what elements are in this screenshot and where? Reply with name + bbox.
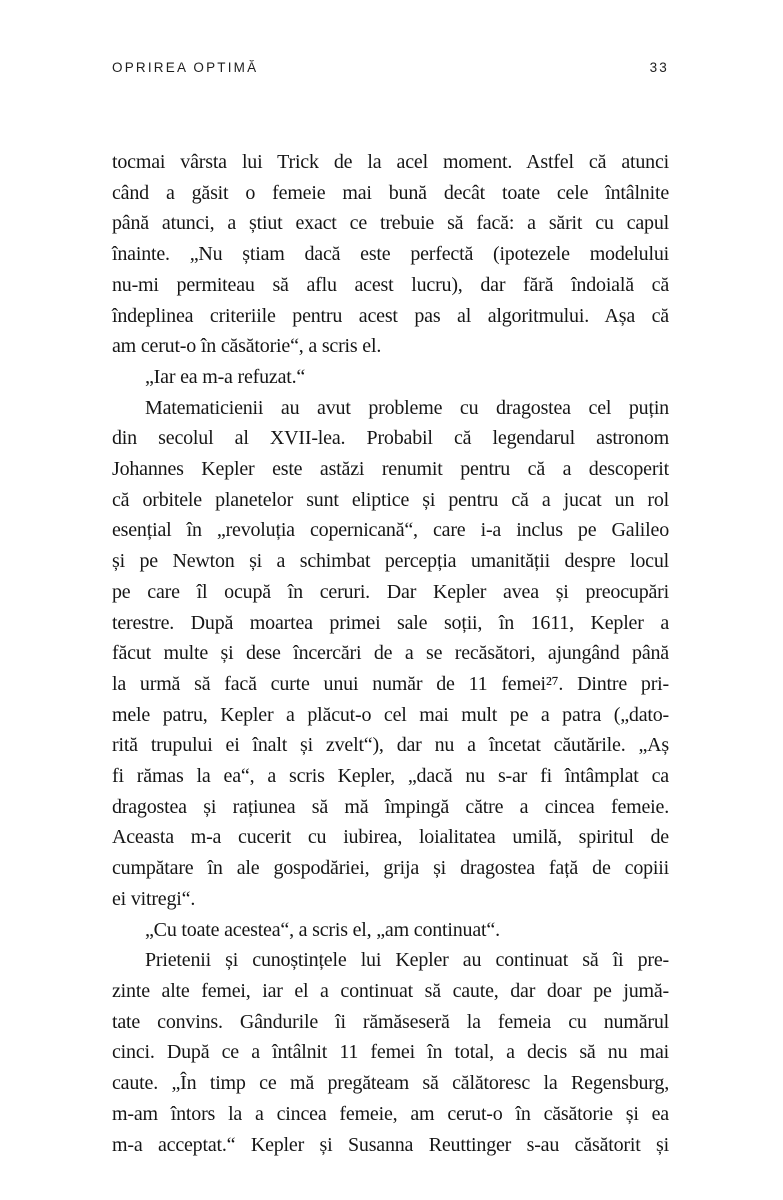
text-line: Matematicienii au avut probleme cu dragostea cel puțin <box>145 396 669 419</box>
text-line: până atunci, a știut exact ce trebuie să facă: a sărit cu capul <box>112 212 669 235</box>
text-line: înainte. „Nu știam dacă este perfectă (ipotezele modelului <box>112 243 669 266</box>
text-line: m-a acceptat.“ Kepler și Susanna Reuttinger s-au căsătorit și <box>112 1133 669 1156</box>
text-line: nu-mi permiteau să aflu acest lucru), dar fără îndoială că <box>112 273 669 296</box>
text-line: Aceasta m-a cucerit cu iubirea, loialitatea umilă, spiritul de <box>112 826 669 849</box>
text-line: m-am întors la a cincea femeie, am cerut-o în căsătorie și ea <box>112 1102 669 1125</box>
text-line: pe care îl ocupă în ceruri. Dar Kepler avea și preocupări <box>112 580 669 603</box>
text-line: dragostea și rațiunea să mă împingă către a cincea femeie. <box>112 795 669 818</box>
page-number: 33 <box>649 60 669 75</box>
text-line: și pe Newton și a schimbat percepția umanității despre locul <box>112 550 669 573</box>
text-line: tocmai vârsta lui Trick de la acel moment. Astfel că atunci <box>112 151 669 173</box>
running-title: OPRIREA OPTIMĂ <box>112 60 259 75</box>
text-line: tate convins. Gândurile îi rămăseseră la femeia cu numărul <box>112 1010 669 1033</box>
text-line: „Cu toate acestea“, a scris el, „am continuat“. <box>145 918 500 941</box>
text-line: la urmă să facă curte unui număr de 11 femei²⁷. Dintre pri- <box>112 672 669 695</box>
text-line: zinte alte femei, iar el a continuat să caute, dar doar pe jumă- <box>112 979 669 1002</box>
text-line: terestre. După moartea primei sale soții, în 1611, Kepler a <box>112 611 669 634</box>
text-line: ei vitregi“. <box>112 887 196 910</box>
text-line: am cerut-o în căsătorie“, a scris el. <box>112 335 382 358</box>
text-line: „Iar ea m-a refuzat.“ <box>145 365 306 388</box>
text-line: Johannes Kepler este astăzi renumit pentru că a descoperit <box>112 458 669 481</box>
text-line: Prietenii și cunoștințele lui Kepler au continuat să îi pre- <box>145 949 669 972</box>
text-line: din secolul al XVII-lea. Probabil că legendarul astronom <box>112 427 669 450</box>
text-line: esențial în „revoluția copernicană“, care i-a inclus pe Galileo <box>112 519 669 542</box>
body-text <box>112 147 669 1160</box>
text-line: fi rămas la ea“, a scris Kepler, „dacă nu s-ar fi întâmplat ca <box>112 765 669 788</box>
text-line: cumpătare în ale gospodăriei, grija și dragostea față de copiii <box>112 857 669 880</box>
text-line: îndeplinea criteriile pentru acest pas al algoritmului. Așa că <box>112 304 669 327</box>
text-line: că orbitele planetelor sunt eliptice și pentru că a jucat un rol <box>112 488 669 511</box>
running-head <box>112 60 669 75</box>
text-line: mele patru, Kepler a plăcut-o cel mai mult pe a patra („dato- <box>112 703 669 726</box>
text-line: rită trupului ei înalt și zvelt“), dar nu a încetat căutările. „Aș <box>112 734 669 757</box>
text-line: cinci. După ce a întâlnit 11 femei în total, a decis să nu mai <box>112 1041 669 1064</box>
text-line: când a găsit o femeie mai bună decât toate cele întâlnite <box>112 181 669 204</box>
text-line: făcut multe și dese încercări de a se recăsători, ajungând până <box>112 642 669 665</box>
text-line: caute. „În timp ce mă pregăteam să călătoresc la Regensburg, <box>112 1072 669 1095</box>
